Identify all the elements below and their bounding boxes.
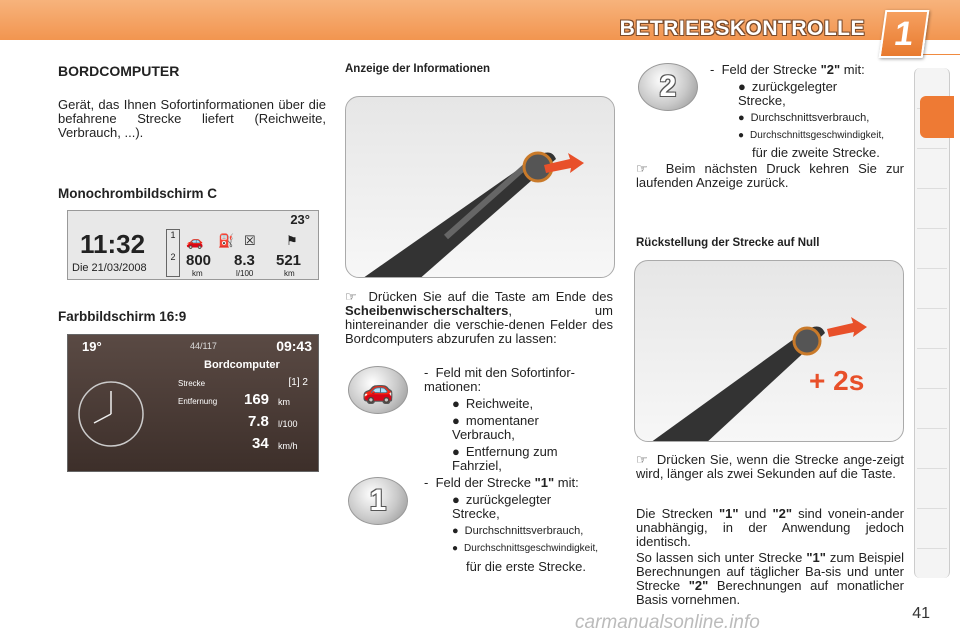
field-instant-info: - Feld mit den Sofortinfor-mationen: <box>424 365 576 394</box>
car-icon: 🚗 <box>186 233 204 249</box>
chapter-number: 1 <box>879 10 930 58</box>
section-heading-bordcomputer: BORDCOMPUTER <box>58 63 180 79</box>
trip-1-badge: 1 <box>348 477 408 525</box>
color-row2-unit: km <box>278 397 290 407</box>
arrow-icon <box>827 315 867 339</box>
lcd-date: Die 21/03/2008 <box>72 262 147 274</box>
stalk-photo-2 <box>634 260 904 442</box>
lcd-temp: 23° <box>290 212 310 227</box>
trips-example-text: So lassen sich unter Strecke "1" zum Beispiel Berechnungen auf täglicher Ba-sis und unter Strecke "2" Berechnungen auf monatlicher Basis vornehmen. <box>636 550 904 607</box>
press-instruction: ☞ Drücken Sie auf die Taste am Ende des Scheibenwischerschalters, um hintereinander die verschie-denen Felder des Bordcomputers abzurufen zu lassen: <box>345 289 613 346</box>
reset-heading: Rückstellung der Strecke auf Null <box>636 237 820 249</box>
page-number: 41 <box>912 605 930 622</box>
field1-bullet-3: ● Durchschnittsgeschwindigkeit, <box>452 542 598 556</box>
watermark: carmanualsonline.info <box>575 612 760 633</box>
wiper-stalk-illustration-2 <box>635 261 903 441</box>
monochrome-display <box>67 210 319 280</box>
color-title: Bordcomputer <box>204 359 280 371</box>
lcd-unit-3: km <box>284 269 295 278</box>
lcd-trip-2: 2 <box>170 252 176 262</box>
field1-bullet-1: ● zurückgelegter Strecke, <box>452 493 592 521</box>
color-odo: 44/117 <box>190 341 217 351</box>
color-row4-value: 34 <box>252 435 269 452</box>
field1-bullet-2: ● Durchschnittsverbrauch, <box>452 524 583 538</box>
arrow-icon <box>544 151 584 175</box>
color-row1-label: Strecke <box>178 379 206 388</box>
field2-end: für die zweite Strecke. <box>752 145 880 160</box>
field-trip-1: - Feld der Strecke "1" mit: <box>424 475 579 490</box>
field2-bullet-3: ● Durchschnittsgeschwindigkeit, <box>738 129 884 143</box>
color-row3-value: 7.8 <box>248 413 269 430</box>
distance-icon: ☒ <box>244 233 256 248</box>
field-trip-2: - Feld der Strecke "2" mit: <box>710 62 865 77</box>
mono-heading: Monochrombildschirm C <box>58 186 218 201</box>
stalk-photo-1 <box>345 96 615 278</box>
flag-icon: ⚑ <box>286 233 298 248</box>
car-icon: 🚗 <box>363 376 393 404</box>
reset-text: ☞ Drücken Sie, wenn die Strecke ange-zeigt wird, länger als zwei Sekunden auf die Taste. <box>636 452 904 481</box>
tab-active-chapter-1[interactable] <box>920 96 954 138</box>
chapter-title: BETRIEBSKONTROLLE <box>619 17 865 40</box>
color-row1-value: [1] 2 <box>288 377 308 388</box>
color-time: 09:43 <box>276 338 312 354</box>
lcd-trip-box <box>166 229 180 277</box>
car-badge <box>348 366 408 414</box>
field2-bullet-2: ● Durchschnittsverbrauch, <box>738 111 869 125</box>
lcd-unit-1: km <box>192 269 203 278</box>
chapter-tabs <box>914 68 950 578</box>
pointer-icon: ☞ <box>636 452 648 467</box>
color-row2-value: 169 <box>244 391 270 408</box>
next-press-text: ☞ Beim nächsten Druck kehren Sie zur laufenden Anzeige zurück. <box>636 161 904 190</box>
plus-2s-label: + 2s <box>809 365 865 396</box>
trip-2-badge: 2 <box>638 63 698 111</box>
pointer-icon: ☞ <box>345 289 357 304</box>
wiper-stalk-illustration <box>346 97 614 277</box>
field0-bullet-3: ● Entfernung zum Fahrziel, <box>452 445 592 473</box>
fuel-pump-icon: ⛽ <box>218 233 235 248</box>
lcd-value-3: 521 <box>276 252 302 269</box>
field0-bullet-1: ● Reichweite, <box>452 397 533 411</box>
color-row4-unit: km/h <box>278 441 298 451</box>
lcd-unit-2: l/100 <box>236 269 254 278</box>
pointer-icon: ☞ <box>636 161 648 176</box>
color-row2-label: Entfernung <box>178 397 218 406</box>
section-heading-anzeige: Anzeige der Informationen <box>345 63 491 75</box>
field0-bullet-2: ● momentaner Verbrauch, <box>452 414 592 442</box>
header-curve <box>0 40 960 60</box>
lcd-trip-1: 1 <box>170 230 176 240</box>
lcd-value-1: 800 <box>186 252 212 269</box>
color-heading: Farbbildschirm 16:9 <box>58 309 187 324</box>
color-row3-unit: l/100 <box>278 419 298 429</box>
lcd-value-2: 8.3 <box>234 252 255 269</box>
color-display <box>67 334 319 472</box>
field2-bullet-1: ● zurückgelegter Strecke, <box>738 80 878 108</box>
color-temp: 19° <box>82 339 102 354</box>
trips-independent-text: Die Strecken "1" und "2" sind vonein-ander unabhängig, in der Anwendung jedoch identisch. <box>636 506 904 549</box>
lcd-time: 11:32 <box>80 229 146 259</box>
clock-icon <box>76 379 146 449</box>
intro-text: Gerät, das Ihnen Sofortinformationen über die befahrene Strecke liefert (Reichweite, Verbrauch, ...). <box>58 97 326 140</box>
field1-end: für die erste Strecke. <box>466 559 586 574</box>
